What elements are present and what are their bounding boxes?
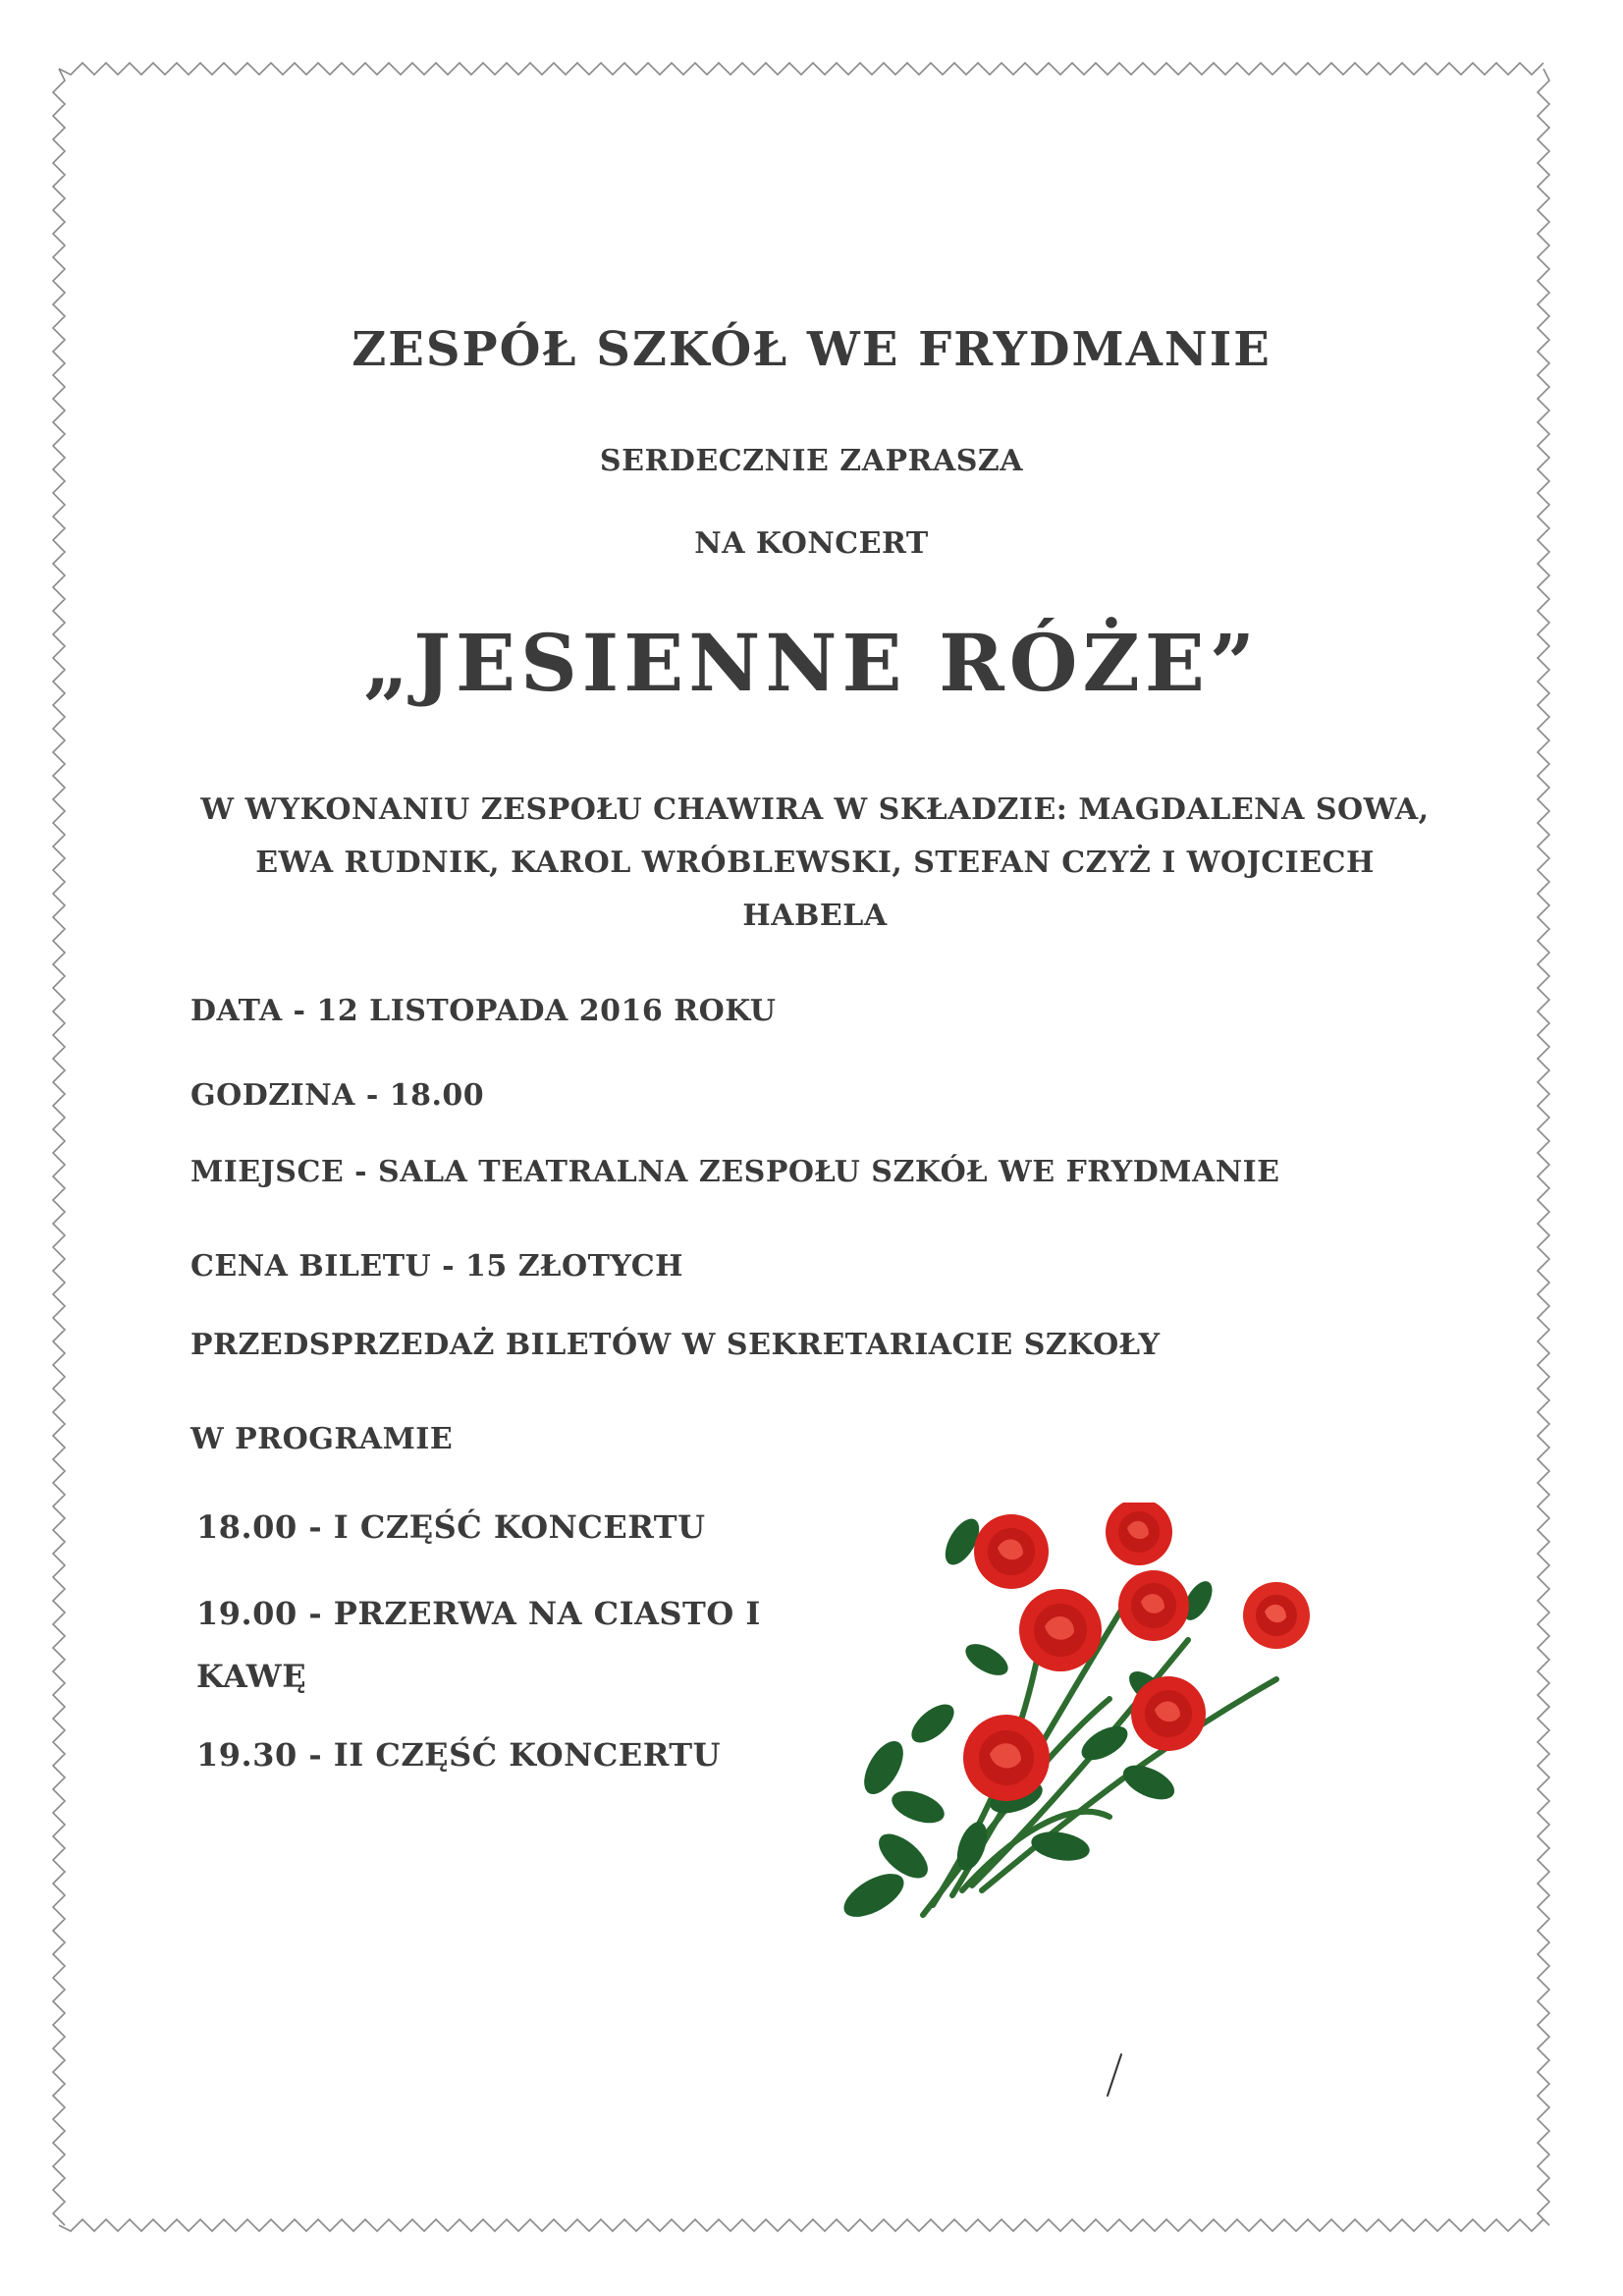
performers-line-1: W WYKONANIU ZESPOŁU CHAWIRA W SKŁADZIE: MAGDALENA SOWA, [200,793,1430,827]
ticket-price: CENA BILETU - 15 ZŁOTYCH [190,1249,684,1284]
event-place: MIEJSCE - SALA TEATRALNA ZESPOŁU SZKÓŁ WE FRYDMANIE [190,1155,1280,1189]
pen-mark [1100,2050,1129,2100]
performers-line-2: EWA RUDNIK, KAROL WRÓBLEWSKI, STEFAN CZYŻ I WOJCIECH [255,846,1375,880]
performers-line-3: HABELA [742,899,888,933]
zigzag-border-frame [51,61,1551,2233]
event-date: DATA - 12 LISTOPADA 2016 ROKU [190,994,777,1028]
ticket-presale: PRZEDSPRZEDAŻ BILETÓW W SEKRETARIACIE SZKOŁY [190,1328,1161,1362]
concert-label: NA KONCERT [694,526,929,561]
roses-bouquet-icon [815,1503,1325,1935]
program-heading: W PROGRAMIE [190,1422,454,1456]
program-item-3: 19.30 - II CZĘŚĆ KONCERTU [196,1736,721,1774]
school-title: ZESPÓŁ SZKÓŁ WE FRYDMANIE [352,322,1271,377]
program-item-1: 18.00 - I CZĘŚĆ KONCERTU [196,1508,706,1546]
invite-line: SERDECZNIE ZAPRASZA [599,444,1024,478]
program-item-2-continued: KAWĘ [196,1658,307,1695]
program-item-2: 19.00 - PRZERWA NA CIASTO I [196,1595,761,1632]
event-time: GODZINA - 18.00 [190,1078,485,1113]
concert-title: „JESIENNE RÓŻE” [363,617,1260,709]
performers-block [177,784,1453,943]
